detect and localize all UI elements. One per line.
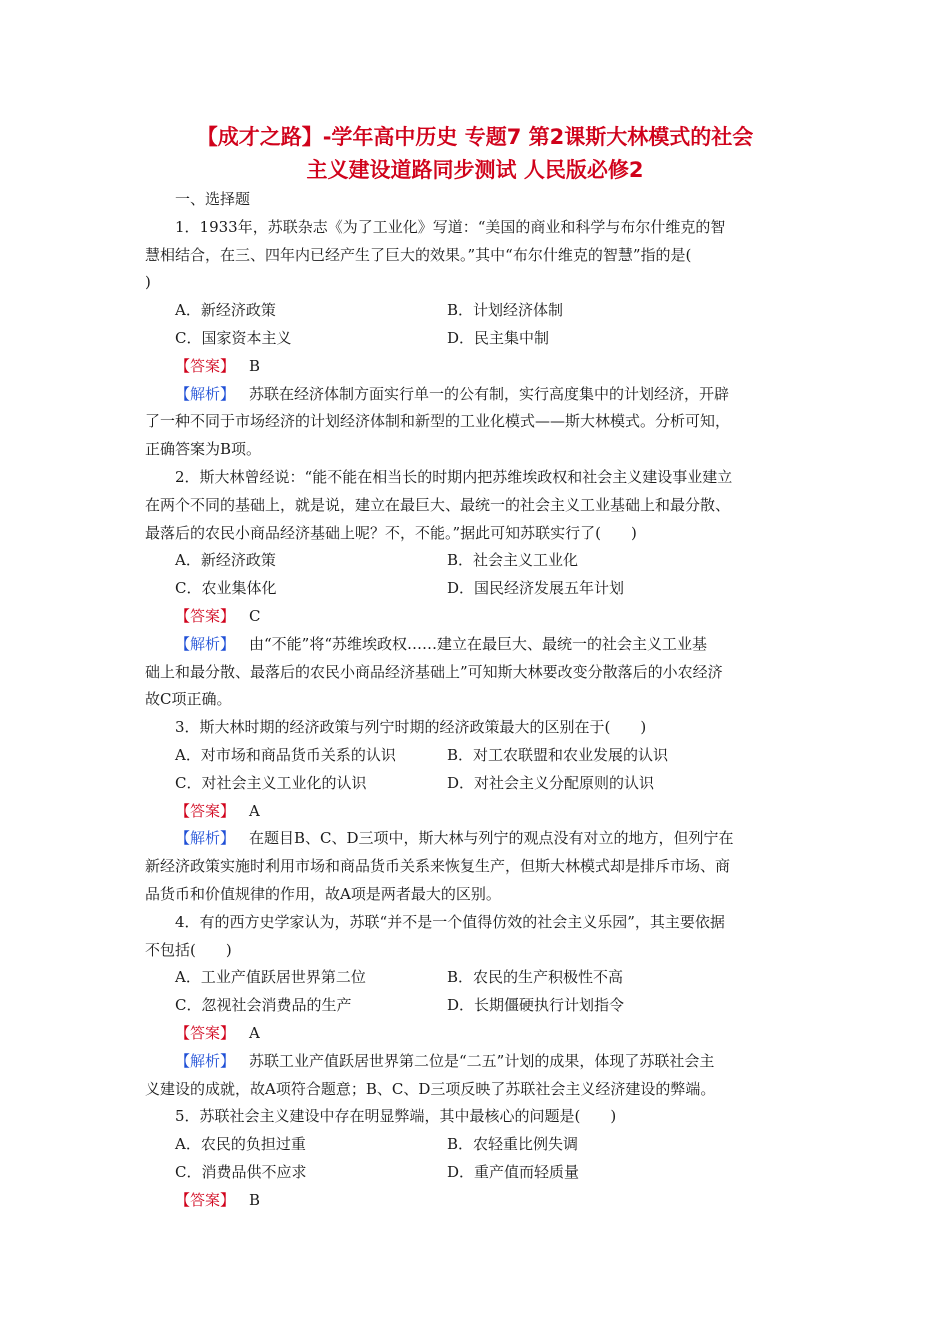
option-item: D．重产值而轻质量 [447, 1162, 580, 1181]
analysis-label: 【解析】 [175, 384, 236, 403]
question-stem-line: 2．斯大林曾经说：“能不能在相当长的时期内把苏维埃政权和社会主义建设事业建立 [175, 467, 733, 486]
answer-label: 【答案】 [175, 356, 236, 375]
answer-label: 【答案】 [175, 1023, 236, 1042]
option-item: C．国家资本主义 [175, 328, 292, 347]
question-block [145, 464, 807, 714]
analysis-label: 【解析】 [175, 1051, 236, 1070]
question-stem-line: 在两个不同的基础上，就是说，建立在最巨大、最统一的社会主义工业基础上和最分散、 [145, 495, 731, 514]
options-row [145, 1131, 807, 1159]
options-row [145, 575, 807, 603]
option-item: D．民主集中制 [447, 328, 550, 347]
analysis-line [145, 1048, 807, 1076]
answer-value: B [249, 356, 261, 375]
option-item: C．农业集体化 [175, 579, 277, 598]
analysis-text: 苏联在经济体制方面实行单一的公有制，实行高度集中的计划经济，开辟 [249, 384, 730, 403]
question-stem-line: 5．苏联社会主义建设中存在明显弊端，其中最核心的问题是( ) [175, 1107, 617, 1126]
analysis-line: 础上和最分散、最落后的农民小商品经济基础上”可知斯大林要改变分散落后的小农经济 [145, 662, 723, 681]
option-item: B．农民的生产积极性不高 [447, 968, 624, 987]
analysis-text: 在题目B、C、D三项中，斯大林与列宁的观点没有对立的地方，但列宁在 [249, 829, 734, 848]
option-item: B．社会主义工业化 [447, 551, 579, 570]
analysis-text: 苏联工业产值跃居世界第二位是“二五”计划的成果，体现了苏联社会主 [249, 1051, 715, 1070]
analysis-line: 新经济政策实施时利用市场和商品货币关系来恢复生产，但斯大林模式却是排斥市场、商 [145, 857, 731, 876]
option-item: B．农轻重比例失调 [447, 1135, 579, 1154]
analysis-line: 品货币和价值规律的作用，故A项是两者最大的区别。 [145, 884, 501, 903]
options-row [145, 770, 807, 798]
option-item: B．对工农联盟和农业发展的认识 [447, 745, 669, 764]
analysis-label: 【解析】 [175, 634, 236, 653]
options-row [145, 297, 807, 325]
option-item: B．计划经济体制 [447, 301, 564, 320]
answer-label: 【答案】 [175, 606, 236, 625]
option-item: C．忽视社会消费品的生产 [175, 996, 352, 1015]
option-item: A．新经济政策 [175, 301, 276, 320]
answer-value: A [249, 801, 260, 820]
options-row [145, 1159, 807, 1187]
question-block [145, 1103, 807, 1214]
analysis-text: 由“不能”将“苏维埃政权……建立在最巨大、最统一的社会主义工业基 [249, 634, 708, 653]
option-item: A．工业产值跃居世界第二位 [175, 968, 366, 987]
question-stem-line: ) [145, 273, 151, 292]
question-block [145, 909, 807, 1104]
analysis-line: 义建设的成就，故A项符合题意；B、C、D三项反映了苏联社会主义经济建设的弊端。 [145, 1079, 716, 1098]
question-stem-line: 慧相结合，在三、四年内已经产生了巨大的效果。”其中“布尔什维克的智慧”指的是( [145, 245, 692, 264]
option-item: D．国民经济发展五年计划 [447, 579, 625, 598]
options-row [145, 547, 807, 575]
answer-value: B [249, 1190, 261, 1209]
option-item: A．对市场和商品货币关系的认识 [175, 745, 396, 764]
question-stem-line: 1．1933年，苏联杂志《为了工业化》写道：“美国的商业和科学与布尔什维克的智 [175, 217, 726, 236]
options-row [145, 964, 807, 992]
answer-value: A [249, 1023, 260, 1042]
analysis-label: 【解析】 [175, 829, 236, 848]
answer-value: C [249, 606, 261, 625]
section-heading: 一、选择题 [175, 190, 251, 208]
analysis-line [145, 825, 807, 853]
analysis-line [145, 631, 807, 659]
question-stem-line: 不包括( ) [145, 940, 232, 959]
analysis-line: 故C项正确。 [145, 690, 232, 709]
option-item: A．新经济政策 [175, 551, 276, 570]
question-stem-line: 4．有的西方史学家认为，苏联“并不是一个值得仿效的社会主义乐园”，其主要依据 [175, 912, 725, 931]
document-body [145, 186, 807, 1214]
analysis-line: 正确答案为B项。 [145, 440, 262, 459]
options-row [145, 325, 807, 353]
options-row [145, 992, 807, 1020]
analysis-line [145, 381, 807, 409]
answer-row [145, 1020, 807, 1048]
option-item: C．消费品供不应求 [175, 1162, 307, 1181]
document-title-line-2: 主义建设道路同步测试 人民版必修2 [306, 158, 644, 182]
question-stem-line: 最落后的农民小商品经济基础上呢？不，不能。”据此可知苏联实行了( ) [145, 523, 637, 542]
question-block [145, 214, 807, 464]
question-stem-line: 3．斯大林时期的经济政策与列宁时期的经济政策最大的区别在于( ) [175, 718, 647, 737]
answer-row [145, 1187, 807, 1215]
answer-row [145, 603, 807, 631]
option-item: A．农民的负担过重 [175, 1135, 306, 1154]
document-title-line-1: 【成才之路】-学年高中历史 专题7 第2课斯大林模式的社会 [196, 125, 754, 149]
option-item: D．对社会主义分配原则的认识 [447, 773, 655, 792]
answer-row [145, 798, 807, 826]
options-row [145, 742, 807, 770]
answer-label: 【答案】 [175, 801, 236, 820]
question-list [145, 214, 807, 1215]
option-item: C．对社会主义工业化的认识 [175, 773, 367, 792]
answer-label: 【答案】 [175, 1190, 236, 1209]
option-item: D．长期僵硬执行计划指令 [447, 996, 625, 1015]
answer-row [145, 353, 807, 381]
question-block [145, 714, 807, 909]
analysis-line: 了一种不同于市场经济的计划经济体制和新型的工业化模式——斯大林模式。分析可知， [145, 412, 731, 431]
